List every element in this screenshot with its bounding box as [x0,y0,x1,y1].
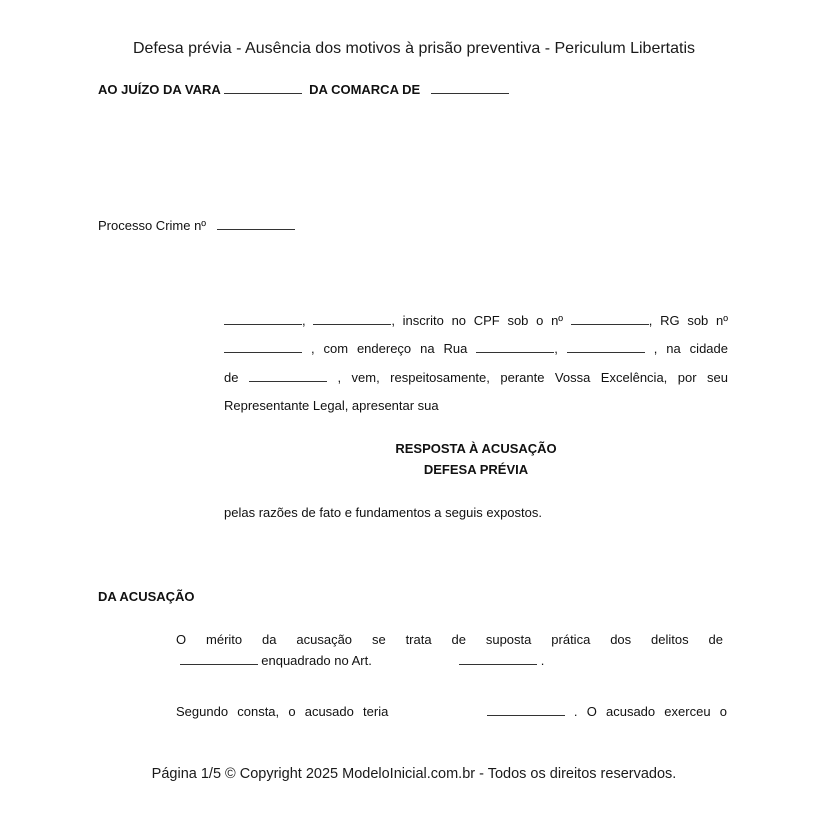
heading-defense: DEFESA PRÉVIA [423,462,529,477]
number-blank[interactable] [567,341,645,353]
article-blank[interactable] [459,653,537,665]
act-blank[interactable] [487,704,565,716]
qualification-line-1 [224,313,728,328]
text: Segundo consta, o acusado teria [176,704,389,719]
city-blank[interactable] [249,370,327,382]
section-title: DA ACUSAÇÃO [98,589,195,604]
crime-blank[interactable] [180,653,258,665]
text: , [302,313,306,328]
rg-blank[interactable] [224,341,302,353]
qualification-line-4: Representante Legal, apresentar sua [224,398,439,413]
document-title: Defesa prévia - Ausência dos motivos à prisão preventiva - Periculum Libertatis [132,40,696,57]
name-blank[interactable] [224,313,302,325]
street-blank[interactable] [476,341,554,353]
process-number-line [98,218,295,233]
text: , RG sob nº [648,313,728,328]
nationality-blank[interactable] [313,313,391,325]
text: , vem, respeitosamente, perante Vossa Excelência, por seu [337,370,728,385]
text: . O acusado exerceu o [573,704,727,719]
text: , inscrito no CPF sob o nº [391,313,564,328]
text: , [554,341,558,356]
qualification-line-2 [224,341,728,356]
address-district-label: DA COMARCA DE [309,82,421,97]
district-blank[interactable] [431,82,509,94]
heading-response: RESPOSTA À ACUSAÇÃO [395,441,557,456]
text: enquadrado no Art. [261,653,372,668]
address-court-label: AO JUÍZO DA VARA [98,82,221,97]
accusation-para-1-line-1 [176,632,723,647]
court-blank[interactable] [224,82,302,94]
process-number-blank[interactable] [217,218,295,230]
court-address [98,82,509,97]
page-footer: Página 1/5 © Copyright 2025 ModeloInicial.com.br - Todos os direitos reservados. [151,766,677,782]
text: . [540,653,545,668]
process-label: Processo Crime nº [98,218,207,233]
text: , com endereço na Rua [310,341,468,356]
text: , na cidade [653,341,728,356]
cpf-blank[interactable] [571,313,649,325]
text: de [224,370,239,385]
accusation-para-1-line-2 [176,653,544,668]
accusation-para-2 [176,704,727,719]
text: O mérito da acusação se trata de suposta prática dos delitos de [176,632,723,647]
reasons-text: pelas razões de fato e fundamentos a seguis expostos. [224,505,542,520]
qualification-line-3 [224,370,728,385]
